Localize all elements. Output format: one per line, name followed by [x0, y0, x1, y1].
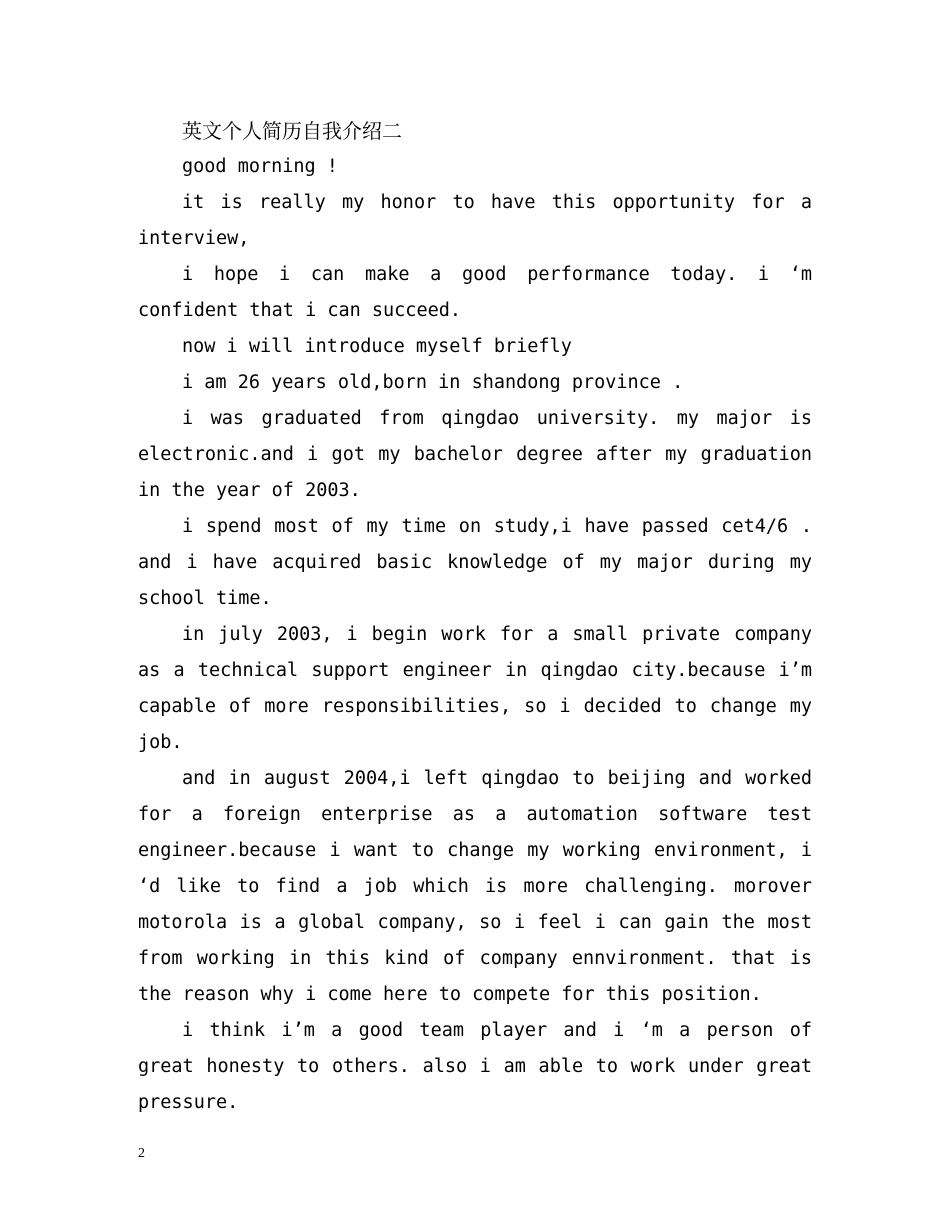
- document-title: 英文个人简历自我介绍二: [182, 119, 402, 143]
- paragraph-confidence: i hope i can make a good performance today. i ‘m confident that i can succeed.: [138, 264, 812, 321]
- paragraph-study: i spend most of my time on study,i have passed cet4/6 . and i have acquired basic knowledge of my major during my school time.: [138, 516, 812, 609]
- paragraph-age: i am 26 years old,born in shandong province .: [182, 372, 684, 393]
- paragraph-first-job: in july 2003, i begin work for a small private company as a technical support engineer in qingdao city.because i’m capable of more responsibilities, so i decided to change my job.: [138, 624, 812, 753]
- paragraph-second-job: and in august 2004,i left qingdao to beijing and worked for a foreign enterprise as a automation software test engineer.because i want to change my working environment, i ‘d like to find a job which is more challenging. morover motorola is a global company, so i feel i can gain the most from working in this kind of company ennvironment. that is the reason why i come here to compete for this position.: [138, 768, 812, 1005]
- document-body: [138, 113, 812, 1121]
- paragraph-education: i was graduated from qingdao university. my major is electronic.and i got my bachelor degree after my graduation in the year of 2003.: [138, 408, 812, 501]
- paragraph-introduce: now i will introduce myself briefly: [182, 336, 572, 357]
- paragraph-teamwork: i think i’m a good team player and i ‘m a person of great honesty to others. also i am able to work under great pressure.: [138, 1020, 812, 1113]
- paragraph-greeting: good morning !: [182, 156, 338, 177]
- page-number: 2: [138, 1146, 145, 1161]
- paragraph-opportunity: it is really my honor to have this opportunity for a interview,: [138, 192, 812, 249]
